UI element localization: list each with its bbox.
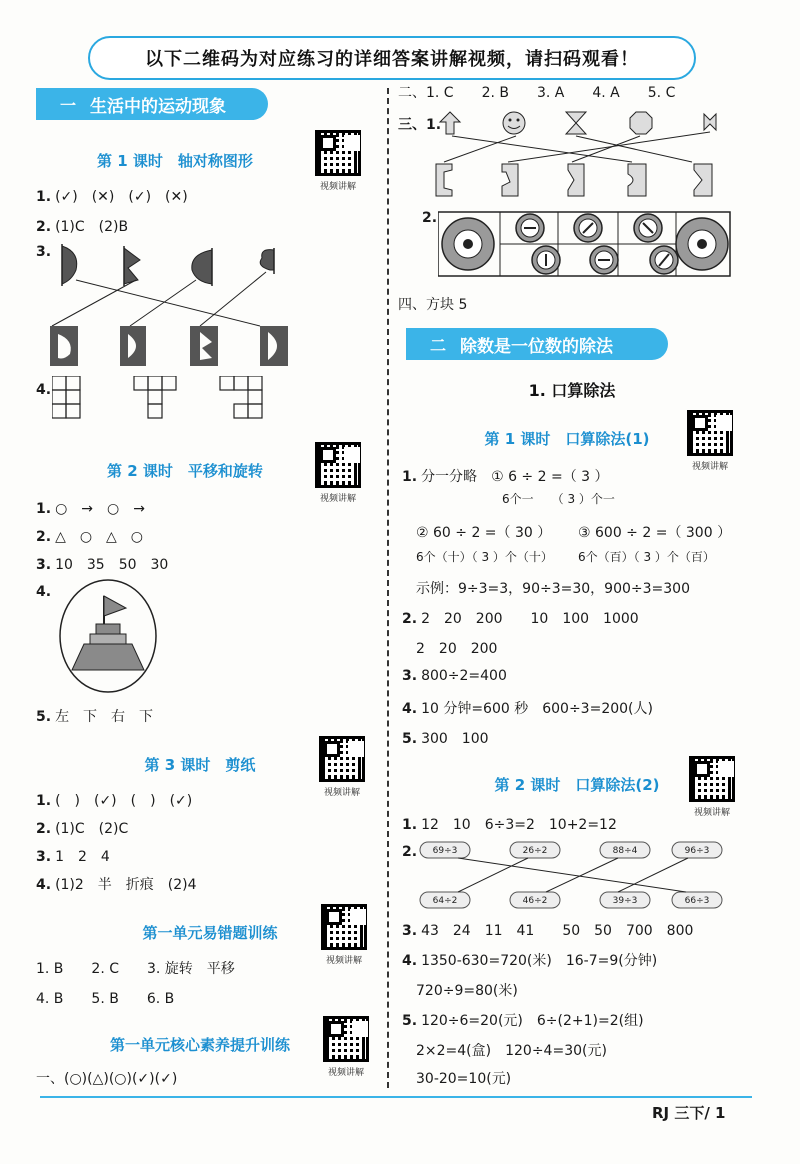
answer-sub: 6个（十）（ 3 ）个（十） — [416, 550, 553, 564]
answer-line: 示例：9÷3=3，90÷3=30，900÷3=300 — [416, 581, 690, 597]
answer-line: 2. (1)C (2)B — [36, 219, 129, 235]
qr-code-icon — [319, 736, 365, 782]
rotation-figure — [56, 578, 166, 698]
qr-code-icon — [689, 756, 735, 802]
answer-line: 2. 2 20 200 10 100 1000 — [402, 611, 639, 627]
unit-title: 除数是一位数的除法 — [460, 336, 613, 357]
answer-line: 3. 43 24 11 41 50 50 700 800 — [402, 923, 694, 939]
answer-line: 4. B 5. B 6. B — [36, 991, 175, 1007]
answer-line: 4. — [36, 584, 52, 600]
lesson-title: 第 2 课时 平移和旋转 — [107, 462, 263, 480]
answer-line: 四、方块 5 — [398, 297, 468, 313]
unit-number: 一 — [59, 95, 76, 115]
qr-code[interactable] — [306, 130, 370, 196]
lesson-title: 第 3 课时 剪纸 — [144, 756, 256, 774]
qr-caption: 视频讲解 — [325, 956, 362, 966]
lesson-title: 第一单元易错题训练 — [142, 924, 278, 942]
answer-sub: 6个一 （ 3 ）个一 — [502, 492, 615, 506]
qr-caption: 视频讲解 — [319, 494, 356, 504]
expr-top-1: 69÷3 — [432, 846, 458, 856]
answer-line: 720÷9=80(米) — [416, 983, 518, 999]
qr-caption: 视频讲解 — [319, 182, 356, 192]
answer-line: ③ 600 ÷ 2 =（ 300 ） — [578, 525, 732, 541]
qr-code[interactable] — [310, 736, 374, 802]
unit-ribbon-1 — [36, 88, 268, 120]
answer-line: ② 60 ÷ 2 =（ 30 ） — [416, 525, 552, 541]
qr-code[interactable] — [312, 904, 376, 970]
symmetry-matching-figure — [40, 240, 360, 370]
unit-ribbon-2 — [406, 328, 668, 360]
section-title: 1. 口算除法 — [528, 381, 616, 400]
answer-line: 1. 分一分略 ① 6 ÷ 2 =（ 3 ） — [402, 469, 609, 485]
answer-line: 2. △ ○ △ ○ — [36, 529, 144, 545]
answer-line: 1. ( ) (✓) ( ) (✓) — [36, 793, 193, 809]
qr-code[interactable] — [314, 1016, 378, 1082]
column-divider — [387, 88, 389, 1088]
unit-number: 二 — [429, 335, 446, 355]
expr-top-2: 26÷2 — [522, 846, 548, 856]
footer-rule — [40, 1096, 752, 1098]
answer-line: 5. 左 下 右 下 — [36, 709, 154, 725]
qr-code[interactable] — [680, 756, 744, 822]
answer-line: 3. 10 35 50 30 — [36, 557, 169, 573]
answer-line: 2. — [402, 844, 418, 860]
lesson-title: 第一单元核心素养提升训练 — [109, 1036, 290, 1054]
answer-line: 3. 800÷2=400 — [402, 668, 507, 684]
qr-caption: 视频讲解 — [691, 462, 728, 472]
expr-bottom-1: 64÷2 — [432, 896, 458, 906]
qr-code[interactable] — [678, 410, 742, 476]
lesson-title: 第 1 课时 口算除法(1) — [484, 430, 650, 448]
answer-line: 二、1. C 2. B 3. A 4. A 5. C — [398, 85, 676, 101]
answer-sub: 6个（百）（ 3 ）个（百） — [578, 550, 715, 564]
expression-matching-figure — [418, 838, 728, 912]
answer-line: 1. 12 10 6÷3=2 10+2=12 — [402, 817, 617, 833]
answer-line: 5. 120÷6=20(元) 6÷(2+1)=2(组) — [402, 1013, 644, 1029]
answer-line: 1. (✓) (✕) (✓) (✕) — [36, 189, 188, 205]
qr-code-icon — [315, 442, 361, 488]
matching-figure — [432, 110, 732, 200]
answer-line: 30-20=10(元) — [416, 1071, 512, 1087]
qr-caption: 视频讲解 — [323, 788, 360, 798]
answer-line: 2. — [422, 210, 438, 226]
answer-line: 2×2=4(盒) 120÷4=30(元) — [416, 1043, 607, 1059]
answer-line: 一、(○)(△)(○)(✓)(✓) — [36, 1071, 178, 1087]
unit-title: 生活中的运动现象 — [90, 96, 226, 117]
expr-top-4: 96÷3 — [684, 846, 710, 856]
qr-code-icon — [323, 1016, 369, 1062]
qr-code-icon — [321, 904, 367, 950]
answer-line: 2 20 200 — [416, 641, 498, 657]
expr-bottom-3: 39÷3 — [612, 896, 638, 906]
grid-shapes-figure — [52, 376, 292, 426]
answer-line: 1. ○ → ○ → — [36, 501, 145, 517]
rotation-circles-figure — [438, 208, 738, 282]
answer-line: 5. 300 100 — [402, 731, 489, 747]
expr-bottom-2: 46÷2 — [522, 896, 548, 906]
answer-line: 3. 1 2 4 — [36, 849, 110, 865]
page-number: RJ 三下/ 1 — [652, 1104, 726, 1122]
qr-caption: 视频讲解 — [327, 1068, 364, 1078]
expr-bottom-4: 66÷3 — [684, 896, 710, 906]
qr-code-icon — [315, 130, 361, 176]
answer-line: 3. — [36, 244, 52, 260]
answer-line: 4. 10 分钟=600 秒 600÷3=200(人) — [402, 701, 653, 717]
expr-top-3: 88÷4 — [612, 846, 638, 856]
lesson-title: 第 1 课时 轴对称图形 — [97, 152, 253, 170]
answer-line: 三、1. — [398, 117, 442, 133]
qr-code-icon — [687, 410, 733, 456]
answer-line: 2. (1)C (2)C — [36, 821, 129, 837]
qr-code[interactable] — [306, 442, 370, 508]
qr-video-banner: 以下二维码为对应练习的详细答案讲解视频，请扫码观看！ — [88, 36, 696, 80]
answer-line: 4. 1350-630=720(米) 16-7=9(分钟) — [402, 953, 658, 969]
answer-line: 1. B 2. C 3. 旋转 平移 — [36, 961, 235, 977]
qr-caption: 视频讲解 — [693, 808, 730, 818]
lesson-title: 第 2 课时 口算除法(2) — [494, 776, 660, 794]
answer-line: 4. (1)2 半 折痕 (2)4 — [36, 877, 197, 893]
answer-line: 4. — [36, 382, 52, 398]
